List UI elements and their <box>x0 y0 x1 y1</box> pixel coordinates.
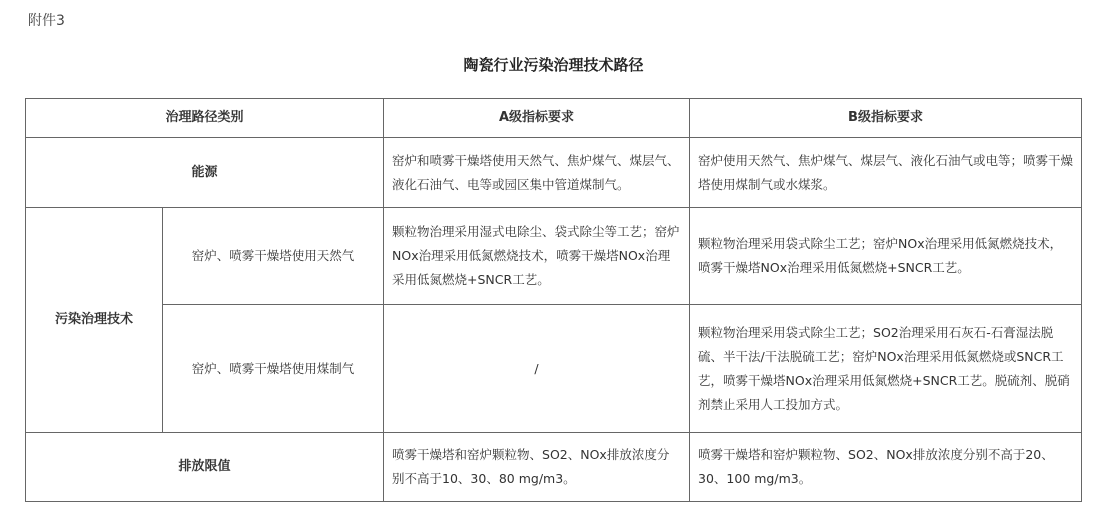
header-grade-a: A级指标要求 <box>384 99 690 138</box>
table-row-natural-gas <box>26 208 1082 305</box>
table-row-energy <box>26 138 1082 208</box>
emission-grade-b: 喷雾干燥塔和窑炉颗粒物、SO2、NOx排放浓度分别不高于20、30、100 mg/m3。 <box>690 433 1082 502</box>
table-row-emission <box>26 433 1082 502</box>
pollution-control-table <box>25 98 1082 502</box>
pollution-label: 污染治理技术 <box>26 208 163 433</box>
energy-grade-b: 窑炉使用天然气、焦炉煤气、煤层气、液化石油气或电等；喷雾干燥塔使用煤制气或水煤浆。 <box>690 138 1082 208</box>
emission-label: 排放限值 <box>26 433 384 502</box>
natural-gas-grade-b: 颗粒物治理采用袋式除尘工艺；窑炉NOx治理采用低氮燃烧技术，喷雾干燥塔NOx治理采用低氮燃烧+SNCR工艺。 <box>690 208 1082 305</box>
table-header-row <box>26 99 1082 138</box>
page-title: 陶瓷行业污染治理技术路径 <box>463 56 644 74</box>
energy-grade-a: 窑炉和喷雾干燥塔使用天然气、焦炉煤气、煤层气、液化石油气、电等或园区集中管道煤制气。 <box>384 138 690 208</box>
natural-gas-grade-a: 颗粒物治理采用湿式电除尘、袋式除尘等工艺；窑炉NOx治理采用低氮燃烧技术，喷雾干燥塔NOx治理采用低氮燃烧+SNCR工艺。 <box>384 208 690 305</box>
emission-grade-a: 喷雾干燥塔和窑炉颗粒物、SO2、NOx排放浓度分别不高于10、30、80 mg/m3。 <box>384 433 690 502</box>
annex-label: 附件3 <box>28 13 65 29</box>
header-category: 治理路径类别 <box>26 99 384 138</box>
energy-label: 能源 <box>26 138 384 208</box>
coal-gas-grade-b: 颗粒物治理采用袋式除尘工艺；SO2治理采用石灰石-石膏湿法脱硫、半干法/干法脱硫工艺；窑炉NOx治理采用低氮燃烧或SNCR工艺，喷雾干燥塔NOx治理采用低氮燃烧+SNCR工艺。脱硫剂、脱硝剂禁止采用人工投加方式。 <box>690 305 1082 433</box>
coal-gas-grade-a: / <box>384 305 690 433</box>
coal-gas-label: 窑炉、喷雾干燥塔使用煤制气 <box>163 305 384 433</box>
header-grade-b: B级指标要求 <box>690 99 1082 138</box>
natural-gas-label: 窑炉、喷雾干燥塔使用天然气 <box>163 208 384 305</box>
table-row-coal-gas <box>26 305 1082 433</box>
